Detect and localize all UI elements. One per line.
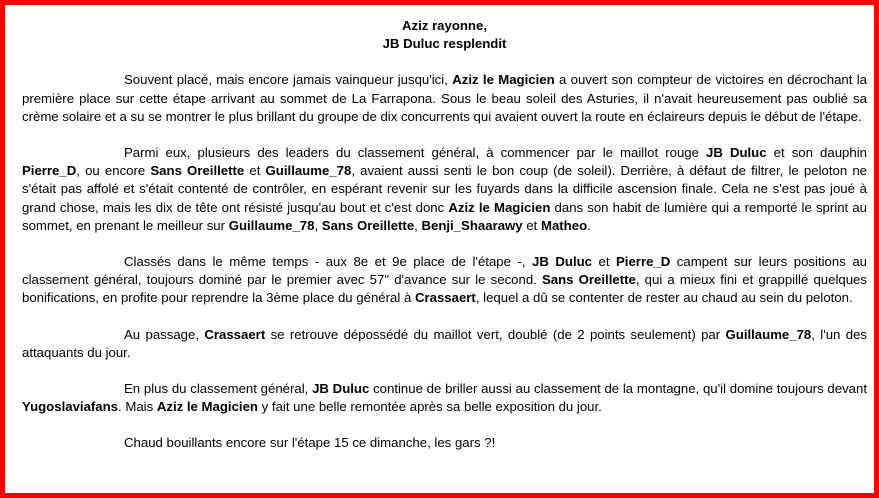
- text-segment: , ou encore: [76, 163, 151, 179]
- text-segment: Parmi eux, plusieurs des leaders du classement général, à commencer par le maillot rouge: [124, 145, 707, 161]
- highlighted-name: Aziz le Magicien: [156, 399, 258, 415]
- text-segment: se retrouve dépossédé du maillot vert, doublé (de 2 points seulement) par: [265, 326, 726, 342]
- text-segment: ,: [314, 217, 322, 233]
- text-segment: , qui a mieux fini et grappillé quelques bonifications, en profite pour reprendre la 3ème place du général à: [22, 272, 867, 306]
- text-segment: , avaient aussi senti le bon coup (de soleil). Derrière, à défaut de filtrer, le peloton ne s'était pas affolé et s'était contenté de contrôler, en espérant revenir sur les fuyards dans la difficile ascension finale. Cela ne s'est pas joué à grand chose, mais les dix de tête ont résisté jusqu'au bout et c'est donc: [22, 163, 868, 215]
- text-segment: .: [587, 217, 591, 233]
- text-segment: campent sur leurs positions au classement général, toujours dominé par le premier avec 57" d'avance sur le second.: [22, 254, 867, 288]
- highlighted-name: Guillaume_78: [228, 217, 315, 233]
- text-segment: , lequel a dû se contenter de rester au chaud au sein du peloton.: [475, 290, 853, 306]
- highlighted-name: Guillaume_78: [265, 163, 352, 179]
- highlighted-name: Matheo: [540, 217, 588, 233]
- title-line-2: JB Duluc resplendit: [382, 36, 507, 52]
- text-segment: Au passage,: [124, 326, 205, 342]
- text-segment: Souvent placé, mais encore jamais vainqueur jusqu'ici,: [124, 72, 453, 88]
- text-segment: , l'un des attaquants du jour.: [22, 326, 868, 360]
- paragraph-1: [22, 71, 867, 126]
- highlighted-name: Crassaert: [414, 290, 476, 306]
- paragraph-3: [22, 253, 867, 308]
- highlighted-name: JB Duluc: [532, 254, 593, 270]
- article-title: [22, 17, 867, 53]
- highlighted-name: Pierre_D: [616, 254, 671, 270]
- highlighted-name: Sans Oreillette: [541, 272, 636, 288]
- text-segment: et son dauphin: [766, 145, 867, 161]
- paragraph-5: [22, 380, 867, 416]
- text-segment: Chaud bouillants encore sur l'étape 15 ce dimanche, les gars ?!: [124, 435, 496, 451]
- paragraph-6: [22, 434, 867, 452]
- text-segment: . Mais: [118, 399, 157, 415]
- text-segment: ,: [414, 217, 422, 233]
- highlighted-name: Aziz le Magicien: [448, 199, 551, 215]
- highlighted-name: JB Duluc: [312, 381, 370, 397]
- paragraph-4: [22, 326, 867, 362]
- text-segment: a ouvert son compteur de victoires en décrochant la première place sur cette étape arrivant au sommet de La Farrapona. Sous le beau soleil des Asturies, il n'avait heureusement pas oublié sa crème solaire et a su se montrer le plus brillant du groupe de dix concurrents qui avaient ouvert la route en éclaireurs depuis le début de l'étape.: [22, 72, 867, 124]
- text-segment: y fait une belle remontée après sa belle exposition du jour.: [258, 399, 602, 415]
- text-segment: En plus du classement général,: [124, 381, 313, 397]
- highlighted-name: Crassaert: [204, 326, 266, 342]
- text-segment: et: [592, 254, 617, 270]
- highlighted-name: Benji_Shaarawy: [421, 217, 523, 233]
- highlighted-name: Yugoslaviafans: [22, 399, 119, 415]
- highlighted-name: Pierre_D: [22, 163, 77, 179]
- text-segment: Classés dans le même temps - aux 8e et 9e place de l'étape -,: [124, 254, 533, 270]
- text-segment: et: [244, 163, 266, 179]
- highlighted-name: Sans Oreillette: [321, 217, 415, 233]
- article: [22, 17, 867, 453]
- text-segment: dans son habit de lumière qui a remporté le sprint au sommet, en prenant le meilleur sur: [22, 199, 867, 233]
- text-segment: continue de briller aussi au classement de la montagne, qu'il domine toujours devant: [369, 381, 867, 397]
- highlighted-name: Sans Oreillette: [150, 163, 245, 179]
- highlighted-name: Aziz le Magicien: [452, 72, 555, 88]
- highlighted-name: JB Duluc: [706, 145, 767, 161]
- text-segment: et: [522, 217, 541, 233]
- title-line-1: Aziz rayonne,: [401, 18, 487, 33]
- highlighted-name: Guillaume_78: [725, 326, 812, 342]
- paragraph-2: [22, 144, 867, 235]
